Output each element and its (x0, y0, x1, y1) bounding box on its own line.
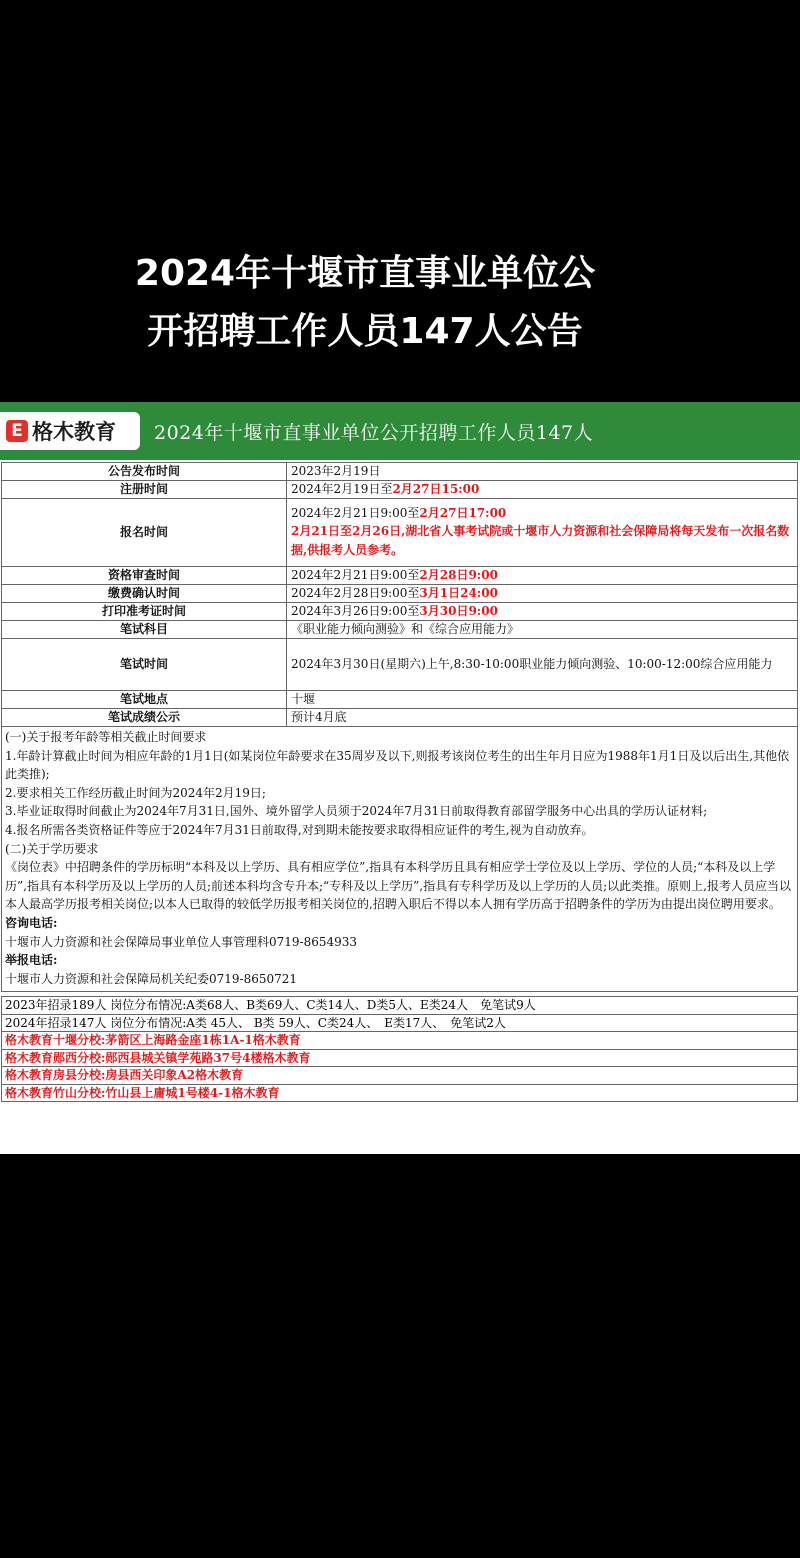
education-body: 《岗位表》中招聘条件的学历标明“本科及以上学历、具有相应学位”,指具有本科学历且具有相应学士学位及以上学历、学位的人员;“本科及以上学历”,指具有本科学历及以上学历的人员;前述本科均含专升本;“专科及以上学历”,指具有专科学历及以上学历的人员;以此类推。原则上,报考人员应当以本人最高学历报考相关岗位;以本人已取得的较低学历报考相关岗位的,招聘入职后不得以本人拥有学历高于招聘条件的学历为由提出岗位聘用要求。 (5, 860, 791, 912)
row-value (287, 603, 798, 621)
stat-2023: 2023年招录189人 岗位分布情况:A类68人、B类69人、C类14人、D类5人、E类24人 免笔试9人 (2, 997, 798, 1015)
table-row (2, 463, 798, 481)
stat-2024: 2024年招录147人 岗位分布情况:A类 45人、 B类 59人、C类24人、 E类17人、 免笔试2人 (2, 1014, 798, 1032)
row-value: 2023年2月19日 (287, 463, 798, 481)
registration-note: 2月21日至2月26日,湖北省人事考试院或十堰市人力资源和社会保障局将每天发布一次报名数据,供报考人员参考。 (291, 524, 790, 557)
value-deadline: 2月28日9:00 (419, 568, 498, 582)
value-start: 2024年2月21日9:00至 (291, 568, 420, 582)
value-deadline: 3月30日9:00 (419, 604, 498, 618)
value-start: 2024年2月19日至 (291, 482, 393, 496)
headline (0, 245, 730, 361)
table-row (2, 603, 798, 621)
headline-line-2: 开招聘工作人员147人公告 (147, 311, 583, 352)
banner-title: 2024年十堰市直事业单位公开招聘工作人员147人 (154, 421, 594, 444)
value-start: 2024年3月26日9:00至 (291, 604, 420, 618)
row-label: 缴费确认时间 (2, 585, 287, 603)
row-label: 笔试成绩公示 (2, 709, 287, 727)
table-row (2, 621, 798, 639)
branch-yunxi: 格木教育郧西分校:郧西县城关镇学苑路37号4楼格木教育 (2, 1049, 798, 1067)
age-item-4: 4.报名所需各类资格证件等应于2024年7月31日前取得,对到期未能按要求取得相应证件的考生,视为自动放弃。 (5, 822, 594, 837)
requirements-notes (1, 727, 798, 992)
value-start: 2024年2月28日9:00至 (291, 586, 420, 600)
row-label: 笔试地点 (2, 691, 287, 709)
branch-fangxian: 格木教育房县分校:房县西关印象A2格木教育 (2, 1067, 798, 1085)
row-label: 注册时间 (2, 481, 287, 499)
row-value: 十堰 (287, 691, 798, 709)
row-label: 笔试科目 (2, 621, 287, 639)
table-row (2, 481, 798, 499)
age-item-1: 1.年龄计算截止时间为相应年龄的1月1日(如某岗位年龄要求在35周岁及以下,则报考该岗位考生的出生年月日应为1988年1月1日及以后出生,其他依此类推); (5, 748, 790, 782)
brand-logo (0, 412, 140, 450)
row-value: 预计4月底 (287, 709, 798, 727)
row-value (287, 567, 798, 585)
education-section-title: (二)关于学历要求 (5, 841, 99, 856)
row-value: 《职业能力倾向测验》和《综合应用能力》 (287, 621, 798, 639)
row-label: 打印准考证时间 (2, 603, 287, 621)
report-phone-value: 十堰市人力资源和社会保障局机关纪委0719-8650721 (5, 971, 298, 986)
table-row (2, 1049, 798, 1067)
brand-name: 格木教育 (32, 420, 116, 444)
row-value (287, 499, 798, 567)
value-deadline: 2月27日15:00 (392, 482, 480, 496)
table-row (2, 499, 798, 567)
age-item-3: 3.毕业证取得时间截止为2024年7月31日,国外、境外留学人员须于2024年7月31日前取得教育部留学服务中心出具的学历认证材料; (5, 804, 708, 819)
consult-phone-label: 咨询电话: (5, 915, 58, 930)
consult-phone-value: 十堰市人力资源和社会保障局事业单位人事管理科0719-8654933 (5, 934, 358, 949)
row-value (287, 481, 798, 499)
row-label: 笔试时间 (2, 639, 287, 691)
table-row (2, 1014, 798, 1032)
table-row (2, 567, 798, 585)
table-row (2, 585, 798, 603)
value-start: 2024年2月21日9:00至 (291, 506, 420, 520)
table-row (2, 1067, 798, 1085)
row-value (287, 585, 798, 603)
age-section-title: (一)关于报考年龄等相关截止时间要求 (5, 730, 207, 744)
brand-e-icon: E (6, 420, 28, 442)
table-row (2, 639, 798, 691)
table-row (2, 1032, 798, 1050)
schedule-table (1, 462, 798, 727)
headline-line-1: 2024年十堰市直事业单位公 (134, 253, 596, 294)
table-row (2, 997, 798, 1015)
value-deadline: 3月1日24:00 (419, 586, 498, 600)
branch-zhushan: 格木教育竹山分校:竹山县上庸城1号楼4-1格木教育 (2, 1084, 798, 1102)
table-row (2, 691, 798, 709)
row-value: 2024年3月30日(星期六)上午,8:30-10:00职业能力倾向测验、10:00-12:00综合应用能力 (287, 639, 798, 691)
value-deadline: 2月27日17:00 (419, 506, 507, 520)
age-item-2: 2.要求相关工作经历截止时间为2024年2月19日; (5, 785, 266, 800)
report-phone-label: 举报电话: (5, 953, 58, 968)
banner (0, 402, 800, 460)
table-row (2, 1084, 798, 1102)
row-label: 资格审查时间 (2, 567, 287, 585)
stats-branches-table (1, 996, 798, 1102)
row-label: 公告发布时间 (2, 463, 287, 481)
branch-shiyan: 格木教育十堰分校:茅箭区上海路金座1栋1A-1格木教育 (2, 1032, 798, 1050)
announcement-sheet (0, 402, 800, 1154)
table-row (2, 709, 798, 727)
row-label: 报名时间 (2, 499, 287, 567)
